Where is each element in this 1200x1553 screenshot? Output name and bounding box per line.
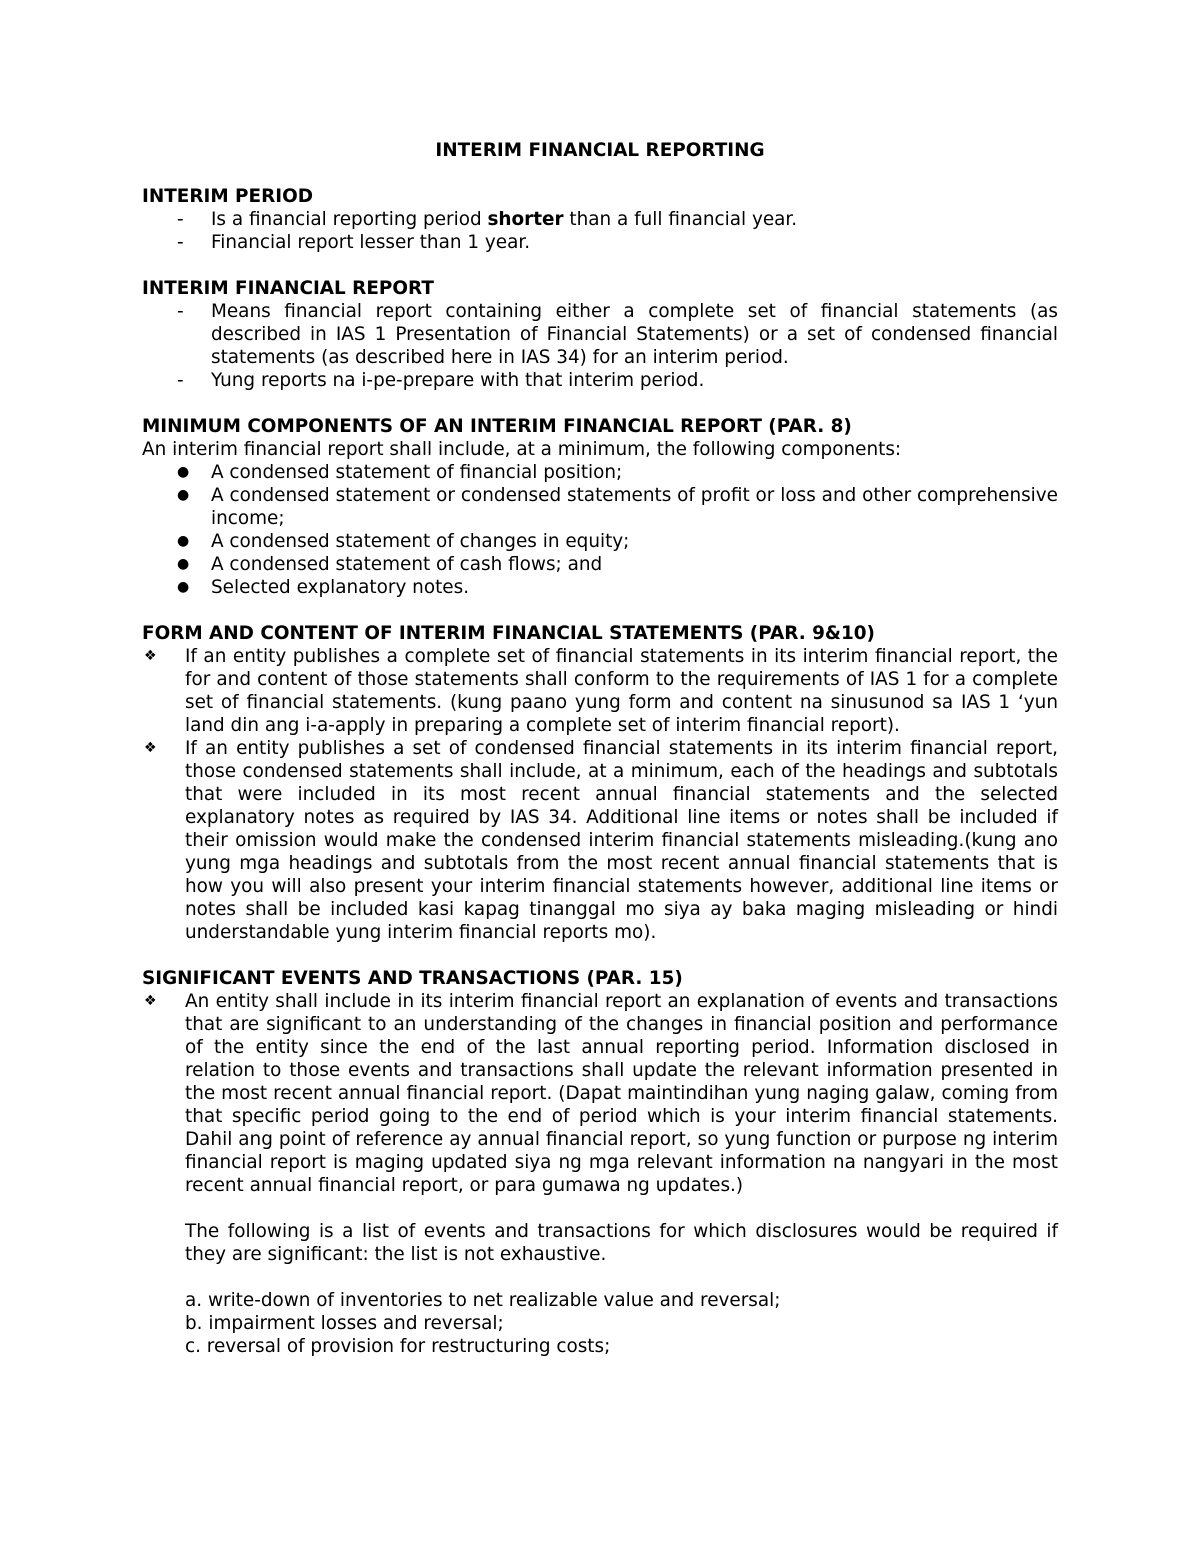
section-heading: INTERIM PERIOD	[142, 186, 313, 207]
dash-marker: -	[177, 209, 184, 230]
list-item: ● A condensed statement of cash flows; and	[177, 554, 603, 575]
list-item: a. write-down of inventories to net realizable value and reversal;	[185, 1290, 781, 1311]
diamond-bullet-icon: ❖	[144, 740, 157, 756]
bold-word: shorter	[487, 209, 564, 230]
list-item: ❖ If an entity publishes a set of condensed financial statements in its interim financial report, those condensed statements shall include, at a minimum, each of the headings and subtotals that were included in its most recent annual financial statements and the selected explanatory notes as required by IAS 34. Additional line items or notes shall be included if their omission would make the condensed interim financial statements misleading.(kung ano yung mga headings and subtotals from the most recent annual financial statements that is how you will also present your interim financial statements however, additional line items or notes shall be included kasi kapag tinanggal mo siya ay baka maging misleading or hindi understandable yung interim financial reports mo).	[144, 738, 1058, 943]
list-item: ❖ If an entity publishes a complete set of financial statements in its interim financial report, the for and content of those statements shall conform to the requirements of IAS 1 for a complete set of financial statements. (kung paano yung form and content na sinusunod sa IAS 1 ‘yun land din ang i-a-apply in preparing a complete set of interim financial report).	[144, 646, 1058, 736]
list-item: ● Selected explanatory notes.	[177, 577, 470, 598]
section-significant-events	[142, 967, 1058, 1358]
list-item: c. reversal of provision for restructuring costs;	[185, 1336, 611, 1357]
section-heading: SIGNIFICANT EVENTS AND TRANSACTIONS (PAR. 15)	[142, 968, 683, 989]
list-item: ● A condensed statement or condensed statements of profit or loss and other comprehensive income;	[177, 485, 1058, 529]
list-item: ● A condensed statement of financial position;	[177, 462, 623, 483]
section-heading: MINIMUM COMPONENTS OF AN INTERIM FINANCIAL REPORT (PAR. 8)	[142, 416, 852, 437]
list-item: - Is a financial reporting period shorter than a full financial year.	[177, 209, 798, 230]
diamond-list	[142, 990, 1058, 1197]
bullet-icon: ●	[177, 533, 190, 549]
section-heading: FORM AND CONTENT OF INTERIM FINANCIAL STATEMENTS (PAR. 9&10)	[142, 623, 875, 644]
dash-marker: -	[177, 232, 184, 253]
dash-list	[142, 208, 1058, 254]
diamond-list	[142, 645, 1058, 944]
dash-marker: -	[177, 370, 184, 391]
section-interim-financial-report	[142, 277, 1058, 392]
diamond-bullet-icon: ❖	[144, 648, 157, 664]
bullet-icon: ●	[177, 464, 190, 480]
document-title: INTERIM FINANCIAL REPORTING	[435, 140, 765, 161]
diamond-bullet-icon: ❖	[144, 993, 157, 1009]
list-item: ● A condensed statement of changes in equity;	[177, 531, 630, 552]
list-item: - Yung reports na i-pe-prepare with that interim period.	[177, 370, 705, 391]
section-interim-period	[142, 185, 1058, 254]
section-intro: An interim financial report shall include, at a minimum, the following components:	[142, 439, 902, 460]
dash-list	[142, 300, 1058, 392]
section-form-and-content	[142, 622, 1058, 944]
bullet-icon: ●	[177, 487, 190, 503]
section-heading: INTERIM FINANCIAL REPORT	[142, 278, 434, 299]
list-intro: The following is a list of events and transactions for which disclosures would be required if they are significant: the list is not exhaustive.	[185, 1221, 1058, 1265]
list-item: ❖ An entity shall include in its interim financial report an explanation of events and transactions that are significant to an understanding of the changes in financial position and performance of the entity since the end of the last annual reporting period. Information disclosed in relation to those events and transactions shall update the relevant information presented in the most recent annual financial report. (Dapat maintindihan yung naging galaw, coming from that specific period going to the end of period which is your interim financial statements. Dahil ang point of reference ay annual financial report, so yung function or purpose ng interim financial report is maging updated siya ng mga relevant information na nangyari in the most recent annual financial report, or para gumawa ng updates.)	[144, 991, 1058, 1196]
bullet-list	[142, 461, 1058, 599]
list-item: b. impairment losses and reversal;	[185, 1313, 504, 1334]
list-item: - Means financial report containing either a complete set of financial statements (as described in IAS 1 Presentation of Financial Statements) or a set of condensed financial statements (as described here in IAS 34) for an interim period.	[177, 301, 1058, 368]
bullet-icon: ●	[177, 579, 190, 595]
list-item: - Financial report lesser than 1 year.	[177, 232, 531, 253]
bullet-icon: ●	[177, 556, 190, 572]
section-minimum-components	[142, 415, 1058, 599]
dash-marker: -	[177, 301, 184, 322]
alpha-list	[142, 1289, 1058, 1358]
